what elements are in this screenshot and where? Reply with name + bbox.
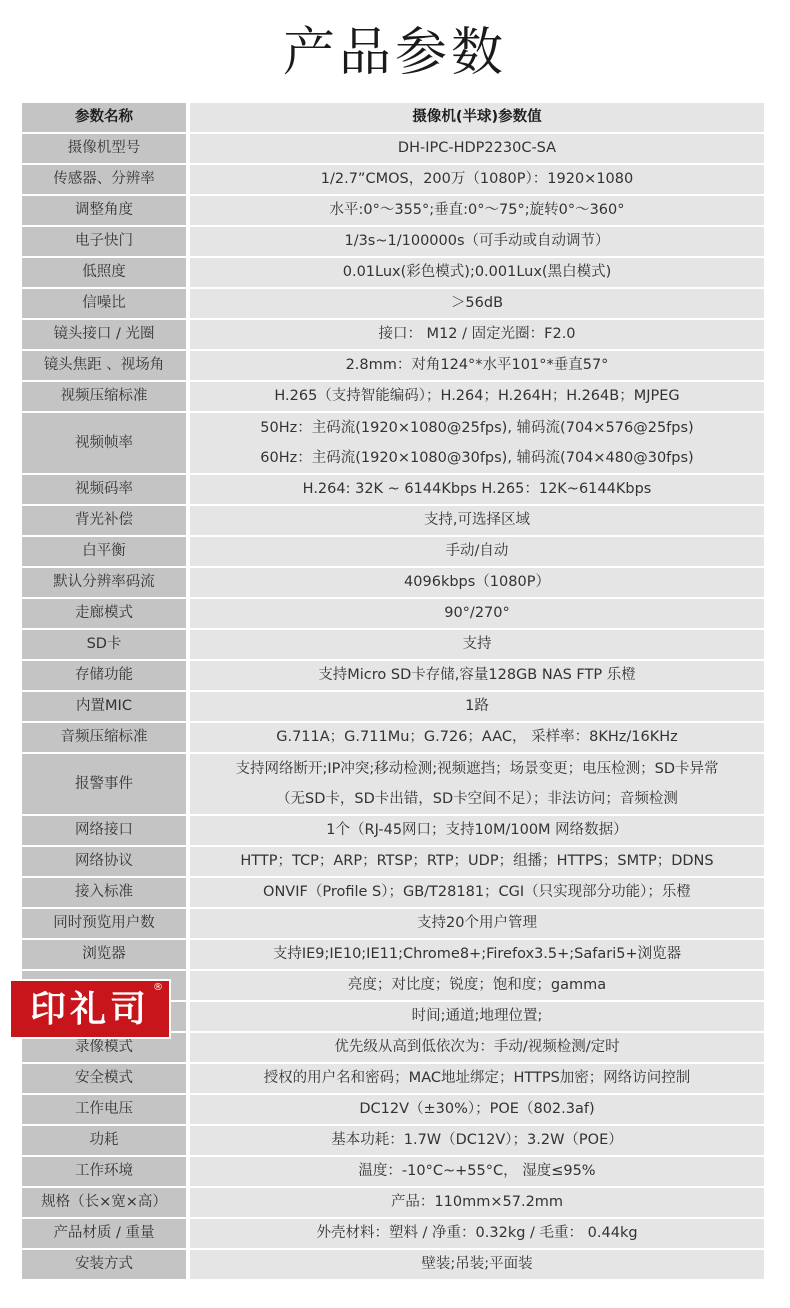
param-name-cell: 信噪比 bbox=[22, 289, 186, 318]
param-name-cell: 工作环境 bbox=[22, 1157, 186, 1186]
param-name-cell: 接入标准 bbox=[22, 878, 186, 907]
param-value-line: 壁装;吊装;平面装 bbox=[421, 1256, 533, 1272]
param-name-cell: 同时预览用户数 bbox=[22, 909, 186, 938]
param-value-line: 手动/自动 bbox=[445, 543, 509, 559]
param-name-cell: 白平衡 bbox=[22, 537, 186, 566]
table-row bbox=[22, 878, 764, 907]
param-value-line: 支持,可选择区域 bbox=[423, 512, 531, 528]
table-row bbox=[22, 909, 764, 938]
param-value-cell bbox=[190, 537, 764, 566]
param-name-cell: 低照度 bbox=[22, 258, 186, 287]
param-value-cell bbox=[190, 692, 764, 721]
param-value-cell bbox=[190, 723, 764, 752]
param-value-cell bbox=[190, 1002, 764, 1031]
spec-table bbox=[22, 101, 764, 1281]
param-name-cell: 默认分辨率码流 bbox=[22, 568, 186, 597]
param-name-cell: 网络协议 bbox=[22, 847, 186, 876]
param-name-cell: 工作电压 bbox=[22, 1095, 186, 1124]
param-value-line: HTTP；TCP；ARP；RTSP；RTP；UDP；组播；HTTPS；SMTP；DDNS bbox=[240, 853, 714, 869]
param-value-cell bbox=[190, 754, 764, 814]
param-name-cell: 浏览器 bbox=[22, 940, 186, 969]
param-value-cell bbox=[190, 506, 764, 535]
param-value-line: ONVIF（Profile S）；GB/T28181；CGI（只实现部分功能）；乐橙 bbox=[263, 884, 691, 900]
table-row bbox=[22, 1250, 764, 1279]
brand-logo-stamp bbox=[9, 979, 171, 1039]
param-value-line: 1路 bbox=[465, 698, 489, 714]
param-value-cell bbox=[190, 599, 764, 628]
param-value-cell bbox=[190, 475, 764, 504]
param-value-cell bbox=[190, 382, 764, 411]
table-row bbox=[22, 506, 764, 535]
table-row bbox=[22, 1157, 764, 1186]
table-row bbox=[22, 940, 764, 969]
param-value-cell bbox=[190, 847, 764, 876]
param-value-line: 接口： M12 / 固定光圈：F2.0 bbox=[378, 326, 576, 342]
param-value-cell bbox=[190, 971, 764, 1000]
param-value-line: DH-IPC-HDP2230C-SA bbox=[397, 140, 557, 156]
param-value-cell bbox=[190, 1219, 764, 1248]
param-name-cell: 视频帧率 bbox=[22, 413, 186, 473]
table-row bbox=[22, 816, 764, 845]
header-value-cell: 摄像机(半球)参数值 bbox=[190, 103, 764, 132]
param-value-line: 亮度；对比度；锐度；饱和度；gamma bbox=[347, 977, 607, 993]
param-name-cell: 传感器、分辨率 bbox=[22, 165, 186, 194]
param-value-cell bbox=[190, 1033, 764, 1062]
param-value-cell bbox=[190, 909, 764, 938]
table-row bbox=[22, 475, 764, 504]
table-header-row bbox=[22, 103, 764, 132]
table-row bbox=[22, 723, 764, 752]
table-row bbox=[22, 382, 764, 411]
param-value-cell bbox=[190, 351, 764, 380]
param-value-line: 支持Micro SD卡存储,容量128GB NAS FTP 乐橙 bbox=[318, 667, 636, 683]
table-row bbox=[22, 227, 764, 256]
param-value-line: 2.8mm：对角124°*水平101°*垂直57° bbox=[345, 357, 609, 373]
param-value-line: 支持 bbox=[462, 636, 492, 652]
param-value-cell bbox=[190, 661, 764, 690]
table-row bbox=[22, 1188, 764, 1217]
table-row bbox=[22, 196, 764, 225]
param-value-line: 水平:0°～355°;垂直:0°～75°;旋转0°～360° bbox=[329, 202, 625, 218]
param-value-cell bbox=[190, 940, 764, 969]
param-name-cell: 功耗 bbox=[22, 1126, 186, 1155]
param-value-line: H.264: 32K ~ 6144Kbps H.265：12K~6144Kbps bbox=[302, 481, 652, 497]
param-name-cell: 走廊模式 bbox=[22, 599, 186, 628]
param-value-line: 支持20个用户管理 bbox=[417, 915, 537, 931]
table-row bbox=[22, 568, 764, 597]
param-value-line: （无SD卡，SD卡出错，SD卡空间不足）；非法访问；音频检测 bbox=[276, 791, 678, 807]
param-value-cell bbox=[190, 816, 764, 845]
param-value-line: 50Hz：主码流(1920×1080@25fps), 辅码流(704×576@25fps) bbox=[260, 420, 694, 436]
param-value-cell bbox=[190, 289, 764, 318]
param-value-line: 1/3s~1/100000s（可手动或自动调节） bbox=[344, 233, 610, 249]
param-value-cell bbox=[190, 1126, 764, 1155]
param-value-cell bbox=[190, 1064, 764, 1093]
param-value-line: 授权的用户名和密码；MAC地址绑定；HTTPS加密；网络访问控制 bbox=[263, 1070, 691, 1086]
param-value-cell bbox=[190, 413, 764, 473]
table-row bbox=[22, 630, 764, 659]
param-value-line: 产品：110mm×57.2mm bbox=[390, 1194, 564, 1210]
param-name-cell: 录像模式 bbox=[22, 1033, 186, 1062]
header-key-cell: 参数名称 bbox=[22, 103, 186, 132]
registered-mark: ® bbox=[153, 982, 163, 993]
param-value-line: DC12V（±30%）；POE（802.3af) bbox=[359, 1101, 595, 1117]
page-title: 产品参数 bbox=[282, 23, 507, 83]
table-row bbox=[22, 320, 764, 349]
table-row bbox=[22, 258, 764, 287]
param-value-cell bbox=[190, 134, 764, 163]
param-name-cell: 镜头焦距 、视场角 bbox=[22, 351, 186, 380]
param-value-line: 基本功耗：1.7W（DC12V）；3.2W（POE） bbox=[331, 1132, 623, 1148]
param-value-line: 时间;通道;地理位置; bbox=[411, 1008, 543, 1024]
param-value-cell bbox=[190, 165, 764, 194]
param-value-line: 1个（RJ-45网口；支持10M/100M 网络数据） bbox=[326, 822, 628, 838]
param-name-cell: 安全模式 bbox=[22, 1064, 186, 1093]
param-name-cell: 视频压缩标准 bbox=[22, 382, 186, 411]
table-row bbox=[22, 599, 764, 628]
param-value-line: 1/2.7”CMOS，200万（1080P）：1920×1080 bbox=[320, 171, 634, 187]
param-value-cell bbox=[190, 878, 764, 907]
param-name-cell: 背光补偿 bbox=[22, 506, 186, 535]
param-value-cell bbox=[190, 227, 764, 256]
table-row bbox=[22, 537, 764, 566]
param-value-cell bbox=[190, 320, 764, 349]
param-value-line: 外壳材料：塑料 / 净重：0.32kg / 毛重： 0.44kg bbox=[316, 1225, 638, 1241]
table-row bbox=[22, 1095, 764, 1124]
table-row bbox=[22, 1126, 764, 1155]
table-row bbox=[22, 661, 764, 690]
param-value-cell bbox=[190, 1188, 764, 1217]
param-name-cell: 产品材质 / 重量 bbox=[22, 1219, 186, 1248]
param-name-cell: 安装方式 bbox=[22, 1250, 186, 1279]
param-value-line: ＞56dB bbox=[450, 295, 504, 311]
param-name-cell: 报警事件 bbox=[22, 754, 186, 814]
param-value-line: 支持网络断开;IP冲突;移动检测;视频遮挡；场景变更；电压检测；SD卡异常 bbox=[235, 761, 719, 777]
table-row bbox=[22, 165, 764, 194]
param-value-line: 0.01Lux(彩色模式);0.001Lux(黑白模式) bbox=[342, 264, 612, 280]
param-value-line: 支持IE9;IE10;IE11;Chrome8+;Firefox3.5+;Safari5+浏览器 bbox=[272, 946, 682, 962]
param-value-cell bbox=[190, 196, 764, 225]
param-value-cell bbox=[190, 630, 764, 659]
param-value-cell bbox=[190, 1250, 764, 1279]
param-value-line: 温度：-10°C~+55°C， 湿度≤95% bbox=[358, 1163, 596, 1179]
param-name-cell: 电子快门 bbox=[22, 227, 186, 256]
param-name-cell: 网络接口 bbox=[22, 816, 186, 845]
param-value-line: 60Hz：主码流(1920×1080@30fps), 辅码流(704×480@30fps) bbox=[260, 450, 694, 466]
param-value-cell bbox=[190, 1157, 764, 1186]
param-value-line: G.711A；G.711Mu；G.726；AAC， 采样率：8KHz/16KHz bbox=[276, 729, 678, 745]
param-value-cell bbox=[190, 258, 764, 287]
table-row bbox=[22, 754, 764, 814]
param-name-cell: 规格（长×宽×高） bbox=[22, 1188, 186, 1217]
logo-text: 印礼司 bbox=[29, 988, 150, 1030]
table-row bbox=[22, 1064, 764, 1093]
param-value-line: 4096kbps（1080P） bbox=[404, 574, 550, 590]
param-value-cell bbox=[190, 568, 764, 597]
table-row bbox=[22, 847, 764, 876]
table-row bbox=[22, 692, 764, 721]
param-name-cell: 音频压缩标准 bbox=[22, 723, 186, 752]
table-row bbox=[22, 413, 764, 473]
param-value-line: H.265（支持智能编码）；H.264；H.264H；H.264B；MJPEG bbox=[274, 388, 680, 404]
param-name-cell: 内置MIC bbox=[22, 692, 186, 721]
table-row bbox=[22, 351, 764, 380]
param-value-line: 优先级从高到低依次为：手动/视频检测/定时 bbox=[334, 1039, 620, 1055]
param-name-cell: 调整角度 bbox=[22, 196, 186, 225]
param-name-cell: 镜头接口 / 光圈 bbox=[22, 320, 186, 349]
param-value-line: 90°/270° bbox=[444, 605, 510, 621]
param-name-cell: 摄像机型号 bbox=[22, 134, 186, 163]
param-name-cell: 视频码率 bbox=[22, 475, 186, 504]
param-name-cell: 存储功能 bbox=[22, 661, 186, 690]
table-row bbox=[22, 289, 764, 318]
table-row bbox=[22, 1219, 764, 1248]
param-name-cell: SD卡 bbox=[22, 630, 186, 659]
table-row bbox=[22, 134, 764, 163]
param-value-cell bbox=[190, 1095, 764, 1124]
